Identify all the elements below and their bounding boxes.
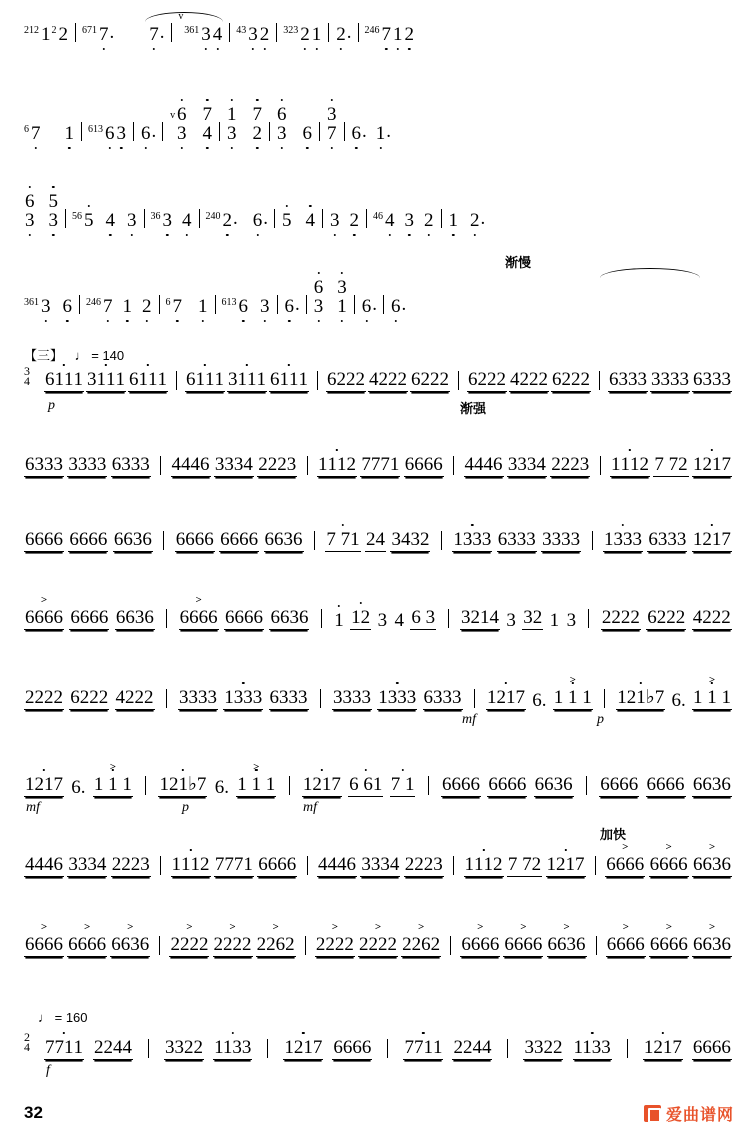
barline [215,295,216,314]
ornament: 613 [88,123,103,135]
barline [145,776,146,795]
note-group: 1217 [692,529,731,550]
slur [145,12,223,22]
note-group: 4222 [369,369,407,390]
barline [314,531,315,550]
barline [627,1039,628,1058]
note-group: 6666 [442,774,481,795]
note-group: 6666 [600,774,639,795]
note-group: 6333 [609,369,647,390]
staff-system-4: 361 3 6 246 7 1 2 6 7 1 613 6 3 6 . 6 3 3 1 6 . 6 . [24,277,407,317]
ornament: 6 [24,123,29,135]
ornament: 240 [205,210,221,222]
barline [344,122,345,141]
barline [144,209,145,228]
barline [592,531,593,550]
note-group: 6 61 [349,774,383,795]
note-group: 3322 [524,1037,563,1058]
accel-mark: 加快 [600,827,627,842]
barline [65,209,66,228]
barline [441,531,442,550]
note-group: 1333 [378,687,417,708]
note-group: 6666 [69,529,108,550]
note-group: 1217 [284,1037,323,1058]
note-group: 3333 [651,369,689,390]
note: 6 [141,123,151,144]
note-group: 6333 [423,687,462,708]
note-group: > 2222 [169,935,209,957]
note-group: 121♭7 [617,687,665,708]
note-group: 7 71 [326,529,360,550]
note-group: 1333 [224,687,263,708]
note-group: 3334 [214,454,253,475]
note-group: 12 [351,607,371,628]
note-group: 1112 [318,454,356,475]
barline [267,1039,268,1058]
note-group: 1112 [171,854,210,875]
ornament: 323 [283,24,299,36]
barline [321,609,322,628]
dynamic-mf: mf [462,712,476,727]
note-group: 2223 [551,454,590,475]
barline [507,1039,508,1058]
barline [453,856,454,875]
time-signature: 3 4 [24,364,30,388]
note-group: > 6666 [649,855,689,877]
barline [604,689,605,708]
note-group: 32 [523,607,543,628]
note: 1 [311,24,322,45]
note: 1 [64,123,74,144]
note: 6 [105,123,115,144]
double-stop: 7 4 [202,104,212,144]
note-group: 6222 [552,369,590,390]
dynamic-f: f [46,1063,50,1078]
note-group: 3333 [333,687,371,708]
barline [596,936,597,955]
dynamic-p: p [48,398,55,413]
note-group: 4446 [171,454,210,475]
note-group: > 6666 [67,935,107,957]
note-group: 3111 [87,369,125,390]
note: 1 [393,24,403,45]
double-stop: 7 2 [252,104,262,144]
barline [160,856,161,875]
note-group: 3333 [542,529,581,550]
barline [159,936,160,955]
note-group: 6111 [186,369,224,390]
barline [595,856,596,875]
note-group: 6636 [270,607,309,628]
barline [307,856,308,875]
barline [307,456,308,475]
note-group: 1333 [453,529,492,550]
staff-system-11 [24,855,732,877]
note: 1 [41,24,51,45]
ornament: 56 [72,210,82,222]
note-group: 4446 [318,854,356,875]
note-group: 6666 [220,529,259,550]
note-group: > 6666 [606,935,646,957]
note-group: > 1 1 1 [692,688,732,710]
staff-system-13 [44,1038,732,1060]
note-group: > 6636 [692,935,732,957]
staff-system-12 [24,935,732,957]
note-group: > 2262 [401,935,441,957]
note: 3 [248,24,258,45]
note-group: 1217 [693,454,731,475]
ornament: 246 [364,24,380,36]
note-group: 1217 [546,854,585,875]
ornament: 2 [51,24,57,36]
note-group: 2222 [25,687,63,708]
barline [358,23,359,42]
note-group: 6666 [258,854,297,875]
double-stop: 1 3 [227,104,237,144]
note-group: 6222 [70,687,109,708]
note-group: 1333 [604,529,642,550]
double-stop: 6 3 [313,277,324,317]
note-group: 6666 [175,529,214,550]
double-stop: 6 3 [177,104,187,144]
note-group: 6333 [111,454,150,475]
note-group: 7771 [361,454,400,475]
site-logo [644,1102,734,1125]
note-group: > 6666 [24,935,64,957]
note: 4 [212,24,223,45]
note-group: 3334 [507,454,546,475]
note-group: 6111 [129,369,167,390]
barline [319,122,320,141]
barline [159,295,160,314]
barline [289,776,290,795]
ornament: 43 [236,24,247,36]
note-group: 7 72 [507,854,542,875]
double-stop: 5 3 [48,191,58,231]
section-number: 【三】 [24,348,64,363]
note-group: 6636 [115,607,154,628]
barline [354,295,355,314]
barline [306,295,307,314]
note-group: > 6666 [179,608,219,630]
barline [160,456,161,475]
note-group: 7771 [214,854,253,875]
double-stop: 3 7 [327,104,337,144]
ornament: 212 [24,24,39,36]
barline [274,209,275,228]
ornament: 361 [24,296,39,308]
note-group: 2223 [111,854,150,875]
note-group: 3333 [179,687,217,708]
note-group: 4222 [510,369,548,390]
note-group: 6222 [411,369,449,390]
note-group: 6111 [270,369,308,390]
note-group: 3334 [361,854,400,875]
note-group: 2223 [258,454,297,475]
note [178,25,185,44]
note: 7 [381,24,391,45]
note-group: > 6636 [547,935,587,957]
barline [75,23,76,42]
note: 3 [201,24,211,45]
note: 3 [116,123,126,144]
staff-system-7 [24,530,732,552]
barline [269,122,270,141]
note-group: 3322 [165,1037,204,1058]
note-group: > 6666 [605,855,645,877]
note-group: 3214 [460,607,499,628]
staff-system-5 [44,370,732,392]
note-group: 1133 [573,1037,611,1058]
dynamic-mf: mf [303,800,317,815]
note-group: > 1 1 1 [93,775,133,797]
barline [171,23,172,42]
note: 2 [259,24,270,45]
note-group: 1112 [611,454,649,475]
note-group: 1112 [464,854,503,875]
note-group: 4222 [115,687,154,708]
staff-system-10: 1217 6. > 1 1 1 121♭7 6. > 1 1 1 1217 6 61 7 1 6666 6666 6636 6666 6666 6636 [24,775,732,797]
note-group: > 6666 [24,608,64,630]
note [169,124,176,143]
barline [276,23,277,42]
barline [305,936,306,955]
dynamic-mf: mf [26,800,40,815]
note-group: 6333 [25,454,63,475]
note: 7 [149,24,159,45]
note-group: > 2222 [213,935,253,957]
double-stop: 5 [84,210,94,231]
note: 7 [99,24,109,45]
barline [328,23,329,42]
barline [588,609,589,628]
note-group: 7711 [45,1037,83,1058]
note-group: 7 1 [390,774,415,795]
rit-mark: 渐慢 [505,255,532,270]
barline [453,456,454,475]
note-group: 6333 [497,529,536,550]
ornament: 36 [150,210,161,222]
note: 2 [58,24,68,45]
note-group: 6333 [693,369,731,390]
note-group: 3333 [68,454,107,475]
barline [166,689,167,708]
barline [450,936,451,955]
note-group: 1217 [487,687,525,708]
note-group: 6666 [646,774,685,795]
ornament: 671 [82,24,97,36]
barline [166,609,167,628]
note-group: 6111 [45,369,83,390]
note-group: 6666 [333,1037,372,1058]
barline [428,776,429,795]
barline [383,295,384,314]
ornament: 46 [373,210,383,222]
note: 2 [404,24,414,45]
barline [458,371,459,390]
note-group: 6666 [225,607,264,628]
tempo-mark: ♩ = 140 [74,348,125,363]
barline [387,1039,388,1058]
barline [199,209,200,228]
dynamic-p: p [182,800,189,815]
barline [176,371,177,390]
note: 2 [300,24,310,45]
barline [322,209,323,228]
staff-system-8: > 6666 6666 6636 > 6666 6666 6636 1 12 3 4 6 3 3214 3 32 1 3 2222 6222 4222 [24,608,732,630]
barline [79,295,80,314]
note-group: 121♭7 [159,774,207,795]
note-group: > 2262 [256,935,296,957]
note-group: 4446 [464,454,503,475]
logo-icon [644,1105,661,1122]
barline [586,776,587,795]
barline [277,295,278,314]
note: 7 [31,123,41,144]
note-group: 6636 [534,774,573,795]
ornament: 6 [165,296,171,308]
ornament: 246 [86,296,101,308]
note-group: 7711 [404,1037,443,1058]
note-group: 2244 [94,1037,133,1058]
note-group: > 6636 [110,935,150,957]
note-group: 6636 [113,529,152,550]
note-group: > 6666 [649,935,689,957]
barline [474,689,475,708]
note-group: 6666 [25,529,63,550]
note-group: 2222 [601,607,640,628]
note-group: 6222 [327,369,365,390]
note-group: 6333 [648,529,687,550]
staff-system-6 [24,455,732,477]
note-group: 3432 [391,529,430,550]
cresc-mark: 渐强 [460,401,487,416]
note-group: > 2222 [358,935,398,957]
barline [320,689,321,708]
note-group: 1217 [643,1037,682,1058]
note-group: > 6636 [692,855,732,877]
note-group: 4222 [692,607,731,628]
barline [219,122,220,141]
section-label [24,345,124,364]
barline [441,209,442,228]
note-group: 6666 [488,774,527,795]
note-group: > 6666 [503,935,543,957]
tempo-label-2: ♩ = 160 [38,1010,88,1025]
note-group: > 1 1 1 [236,775,276,797]
barline [148,1039,149,1058]
barline [600,456,601,475]
note-group: 3111 [228,369,266,390]
note-group: 3334 [68,854,107,875]
note-group: 6636 [692,774,731,795]
barline [317,371,318,390]
note-group: 4446 [25,854,63,875]
note-group: > 1 1 1 [553,688,593,710]
barline [229,23,230,42]
note-group: 1217 [25,774,63,795]
note-group: 6222 [468,369,506,390]
note: 2 [336,24,346,45]
note-group: 24 [366,529,386,550]
staff-system-2: 6 7 1 613 6 3 6 . v 6 3 7 4 1 3 7 2 6 3 6 3 7 6 . 1 . [24,105,732,143]
barline [366,209,367,228]
staff-system-1: 212 1 2 2 671 7 . 7 . v 361 3 4 43 3 2 323 2 1 2 . 246 7 1 2 [24,22,732,44]
note-group: 6 3 [411,607,436,628]
staff-system-9: 2222 6222 4222 3333 1333 6333 3333 1333 6333 1217 6. > 1 1 1 121♭7 6. > 1 1 1 [24,688,732,710]
note-group: 1217 [302,774,341,795]
note-group: 6636 [264,529,303,550]
barline [448,609,449,628]
double-stop: 3 1 [337,277,347,317]
note-group: > 2222 [315,935,355,957]
ornament: 361 [184,24,200,36]
note-group: 1133 [214,1037,252,1058]
note-group: 6666 [404,454,443,475]
note-group: 2223 [404,854,443,875]
barline [81,122,82,141]
page-number: 32 [24,1103,43,1122]
note-group: 6222 [647,607,686,628]
barline [162,122,163,141]
ornament: 613 [221,296,237,308]
barline [163,531,164,550]
staff-system-3: 6 3 5 3 56 5 4 3 36 3 4 240 2 . 6 . 5 4 3 2 46 4 3 2 1 2 . [25,191,486,231]
double-stop: 6 3 [277,104,287,144]
slur [600,268,700,278]
double-stop: 6 3 [25,191,35,231]
note-group: 6666 [70,607,109,628]
note-group: > 6666 [460,935,500,957]
barline [133,122,134,141]
time-signature-2: 2 4 [24,1030,30,1054]
note-group: 2244 [453,1037,492,1058]
barline [599,371,600,390]
note-group: 6666 [692,1037,731,1058]
logo-text: 爱曲谱网 [665,1107,734,1124]
note-group: 7 72 [654,454,688,475]
note-group: 6333 [269,687,308,708]
dynamic-p: p [597,712,604,727]
